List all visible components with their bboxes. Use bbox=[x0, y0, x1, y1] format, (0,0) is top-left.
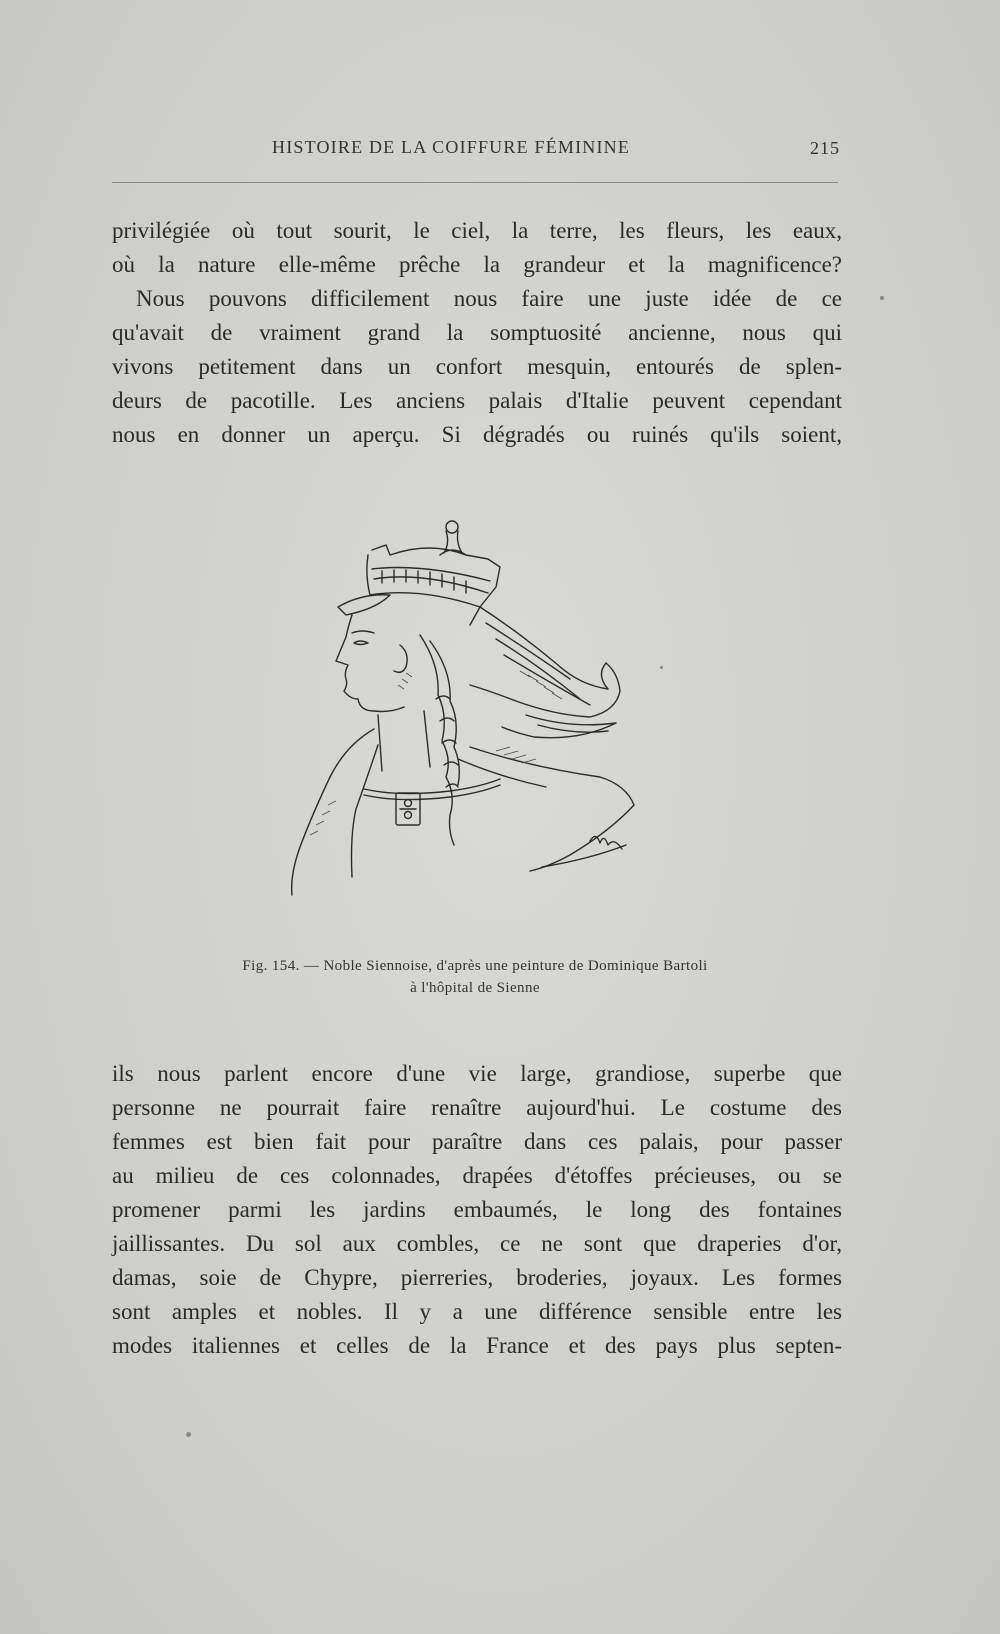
figure-caption: Fig. 154. — Noble Siennoise, d'après une peinture de Dominique Bartoli bbox=[242, 958, 708, 974]
header-rule bbox=[112, 182, 838, 183]
text-line: promener parmi les jardins embaumés, le long des fontaines bbox=[112, 1197, 842, 1222]
figure-illustration bbox=[290, 515, 670, 915]
text-line: sont amples et nobles. Il y a une différence sensible entre les bbox=[112, 1299, 842, 1324]
page-number: 215 bbox=[810, 138, 840, 158]
text-line: jaillissantes. Du sol aux combles, ce ne sont que draperies d'or, bbox=[112, 1231, 842, 1256]
text-line: au milieu de ces colonnades, drapées d'étoffes précieuses, ou se bbox=[112, 1163, 842, 1188]
text-line: nous en donner un aperçu. Si dégradés ou ruinés qu'ils soient, bbox=[112, 422, 842, 447]
text-line: qu'avait de vraiment grand la somptuosité ancienne, nous qui bbox=[112, 320, 842, 345]
text-line: femmes est bien fait pour paraître dans ces palais, pour passer bbox=[112, 1129, 842, 1154]
noble-siennoise-drawing bbox=[290, 515, 670, 915]
figure-caption-line-2: à l'hôpital de Sienne bbox=[410, 980, 540, 996]
text-line: où la nature elle-même prêche la grandeur et la magnificence? bbox=[112, 252, 842, 277]
text-line: personne ne pourrait faire renaître aujourd'hui. Le costume des bbox=[112, 1095, 842, 1120]
text-line: vivons petitement dans un confort mesquin, entourés de splen- bbox=[112, 354, 842, 379]
paper-speck bbox=[880, 296, 884, 300]
paper-speck bbox=[660, 666, 663, 669]
text-line: ils nous parlent encore d'une vie large, grandiose, superbe que bbox=[112, 1061, 842, 1086]
text-line: deurs de pacotille. Les anciens palais d'Italie peuvent cependant bbox=[112, 388, 842, 413]
bottom-paragraph bbox=[112, 1057, 842, 1363]
paper-speck bbox=[186, 1432, 191, 1437]
text-line: damas, soie de Chypre, pierreries, broderies, joyaux. Les formes bbox=[112, 1265, 842, 1290]
text-line: privilégiée où tout sourit, le ciel, la terre, les fleurs, les eaux, bbox=[112, 218, 842, 243]
text-line: modes italiennes et celles de la France et des pays plus septen- bbox=[112, 1333, 842, 1358]
text-line: Nous pouvons difficilement nous faire une juste idée de ce bbox=[136, 286, 842, 311]
top-paragraph bbox=[112, 214, 842, 452]
running-title: HISTOIRE DE LA COIFFURE FÉMININE bbox=[272, 137, 631, 157]
